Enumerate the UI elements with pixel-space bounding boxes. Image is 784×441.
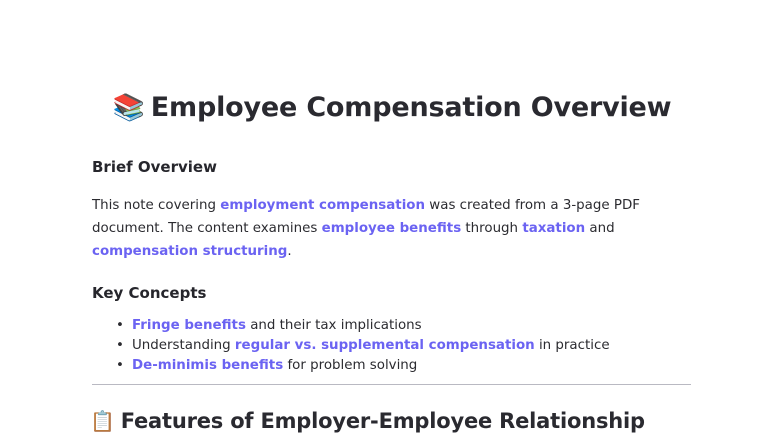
key-concepts-list-block	[92, 316, 692, 376]
overview-text-3: through	[461, 221, 523, 236]
section-divider	[92, 384, 691, 385]
section2-heading	[90, 409, 645, 433]
books-icon: 📚	[112, 93, 145, 123]
page-title-text: Employee Compensation Overview	[150, 92, 672, 123]
overview-heading: Brief Overview	[92, 158, 217, 176]
list-item-text-post: in practice	[534, 338, 610, 353]
list-item-text-post: for problem solving	[283, 358, 418, 373]
keyword-compensation-structuring[interactable]: compensation structuring	[92, 244, 288, 259]
list-item	[92, 336, 692, 356]
overview-text-1: This note covering	[92, 198, 221, 213]
keyword-employee-benefits[interactable]: employee benefits	[321, 221, 462, 236]
list-item	[92, 356, 692, 376]
keyword-employment-compensation[interactable]: employment compensation	[220, 198, 426, 213]
keyword-fringe-benefits[interactable]: Fringe benefits	[132, 318, 246, 333]
page-title	[0, 92, 784, 123]
key-concepts-list	[92, 316, 692, 376]
overview-text-2: was created from a 3-page PDF document. The content examines	[92, 198, 640, 236]
bullet-marker: •	[116, 318, 124, 333]
overview-paragraph-block	[92, 194, 692, 263]
list-item	[92, 316, 692, 336]
keyword-de-minimis-benefits[interactable]: De-minimis benefits	[132, 358, 284, 373]
keyword-taxation[interactable]: taxation	[522, 221, 586, 236]
keyword-regular-vs-supplemental[interactable]: regular vs. supplemental compensation	[234, 338, 535, 353]
clipboard-icon: 📋	[90, 409, 115, 433]
overview-heading-block	[92, 158, 692, 176]
overview-text-4: and	[585, 221, 615, 236]
list-item-text-post: and their tax implications	[245, 318, 422, 333]
overview-text-5: .	[287, 244, 292, 259]
overview-paragraph	[92, 194, 692, 263]
section2-heading-text: Features of Employer-Employee Relationship	[120, 409, 645, 433]
bullet-marker: •	[116, 358, 124, 373]
key-concepts-heading-block	[92, 284, 692, 302]
key-concepts-heading: Key Concepts	[92, 284, 207, 302]
bullet-marker: •	[116, 338, 124, 353]
list-item-text-pre: Understanding	[132, 338, 235, 353]
